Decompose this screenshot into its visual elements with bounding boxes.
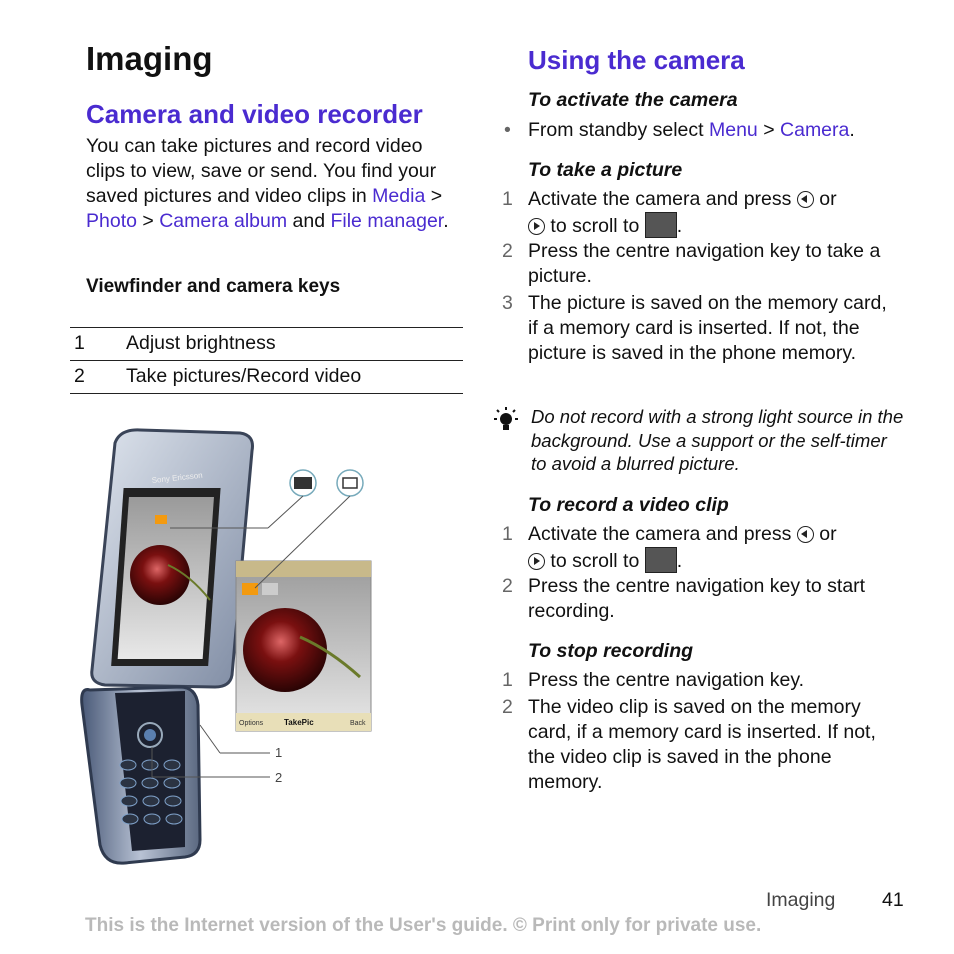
step-text: Activate the camera and press <box>528 188 792 210</box>
step-number: 1 <box>502 523 513 545</box>
subhead-stop-recording: To stop recording <box>528 640 694 662</box>
step-number: 3 <box>502 292 513 314</box>
nav-right-icon <box>528 218 545 235</box>
step-text: Activate the camera and press <box>528 523 792 545</box>
intro-text: You can take pictures and record video clips to view, save or send. You find your saved pictures and video clips in <box>86 135 437 207</box>
page-number: 41 <box>882 889 904 911</box>
nav-right-icon <box>528 553 545 570</box>
table-row <box>70 328 463 361</box>
subhead-activate: To activate the camera <box>528 89 738 111</box>
link-camera[interactable]: Camera <box>780 119 850 141</box>
step-number: 1 <box>502 188 513 210</box>
row-number: 1 <box>70 328 122 361</box>
section-heading-camera-video: Camera and video recorder <box>86 99 423 129</box>
page-title: Imaging <box>86 40 213 77</box>
link-file-manager[interactable]: File manager <box>330 210 444 232</box>
subhead-record-video: To record a video clip <box>528 494 729 516</box>
step-text: Press the centre navigation key to start recording. <box>528 575 866 622</box>
step-number: 1 <box>502 669 513 691</box>
step-text: to scroll to <box>550 215 640 237</box>
phone-illustration <box>60 425 480 870</box>
nav-left-icon <box>797 191 814 208</box>
or-text: or <box>819 523 837 545</box>
callout-2: 2 <box>275 770 283 785</box>
step-text: Press the centre navigation key. <box>528 669 805 691</box>
period: . <box>676 215 683 237</box>
softkey-options: Options <box>239 720 264 727</box>
nav-left-icon <box>797 526 814 543</box>
step-text: The picture is saved on the memory card, if a memory card is inserted. If not, the picture is saved in the phone memory. <box>528 292 887 364</box>
bullet: • <box>504 119 511 141</box>
separator: > <box>763 119 775 141</box>
softkey-takepic: TakePic <box>284 718 314 727</box>
period: . <box>676 550 683 572</box>
step-number: 2 <box>502 575 513 597</box>
keys-table <box>70 327 463 394</box>
section-heading-using-camera: Using the camera <box>528 45 745 75</box>
link-photo[interactable]: Photo <box>86 210 137 232</box>
intro-paragraph <box>86 134 466 234</box>
lightbulb-icon <box>490 405 522 437</box>
conjunction: and <box>292 210 326 232</box>
footer-notice: This is the Internet version of the User's guide. © Print only for private use. <box>85 915 762 936</box>
phone-brand-label: Sony Ericsson <box>151 470 204 485</box>
separator: > <box>430 185 443 207</box>
row-label: Adjust brightness <box>122 328 463 361</box>
subhead-take-picture: To take a picture <box>528 159 683 181</box>
activate-text: From standby select <box>528 119 704 141</box>
period: . <box>849 119 855 141</box>
step-text: to scroll to <box>550 550 640 572</box>
link-menu[interactable]: Menu <box>709 119 758 141</box>
separator: > <box>142 210 154 232</box>
step-text: The video clip is saved on the memory card, if a memory card is inserted. If not, the video clip is saved in the phone memory. <box>528 696 876 793</box>
step-text: Press the centre navigation key to take a picture. <box>528 240 881 287</box>
or-text: or <box>819 188 837 210</box>
step-number: 2 <box>502 696 513 718</box>
tip-note: Do not record with a strong light source in the background. Use a support or the self-timer to avoid a blurred picture. <box>531 406 904 474</box>
footer-section: Imaging <box>766 889 836 911</box>
table-row <box>70 361 463 394</box>
camera-mode-icon <box>337 470 363 496</box>
link-camera-album[interactable]: Camera album <box>159 210 288 232</box>
link-media[interactable]: Media <box>372 185 426 207</box>
camera-icon <box>645 212 677 238</box>
period: . <box>443 210 449 232</box>
step-number: 2 <box>502 240 513 262</box>
callout-1: 1 <box>275 745 283 760</box>
row-label: Take pictures/Record video <box>122 361 463 394</box>
video-icon <box>645 547 677 573</box>
softkey-back: Back <box>350 720 366 727</box>
row-number: 2 <box>70 361 122 394</box>
subheading-viewfinder: Viewfinder and camera keys <box>86 276 341 297</box>
